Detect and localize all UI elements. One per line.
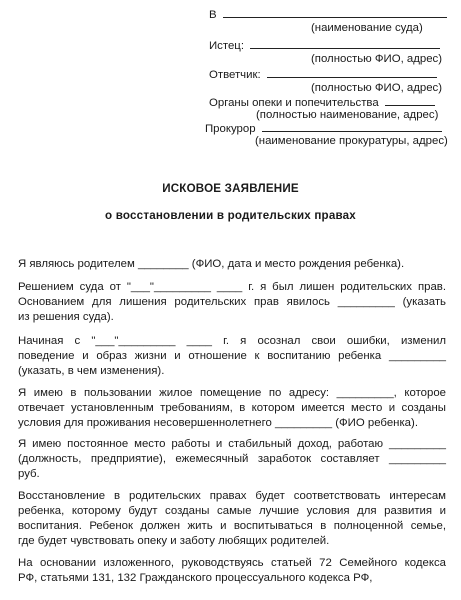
guardianship-label: Органы опеки и попечительства	[209, 97, 379, 109]
paragraph-line: (должность, предприятие), ежемесячный заработок составляет _________	[18, 453, 446, 465]
paragraph-line: Решением суда от "___"_________ ____ г. я был лишен родительских прав.	[18, 281, 446, 293]
paragraph-line: Восстановление в родительских правах будет соответствовать интересам	[18, 490, 446, 502]
guardianship-hint: (полностью наименование, адрес)	[256, 109, 439, 121]
defendant-blank	[267, 66, 437, 78]
paragraph-line: Я имею постоянное место работы и стабильный доход, работаю _________	[18, 438, 446, 450]
paragraph-3	[18, 334, 446, 379]
defendant-line	[209, 66, 437, 82]
guardianship-blank	[385, 94, 435, 106]
paragraph-4	[18, 386, 446, 431]
paragraph-line: Начиная с "___"_________ ____ г. я осознал свои ошибки, изменил	[18, 335, 446, 347]
prosecutor-label: Прокурор	[205, 123, 256, 135]
paragraph-line: Основанием для лишения родительских прав явилось _________ (указать	[18, 296, 446, 308]
paragraph-5	[18, 437, 446, 482]
plaintiff-blank	[250, 37, 440, 49]
paragraph-line: отвечает установленным требованиям, в котором имеется место и созданы	[18, 402, 446, 414]
paragraph-line: из решения суда).	[18, 311, 114, 323]
paragraph-line: На основании изложенного, руководствуясь статьей 72 Семейного кодекса	[18, 557, 446, 569]
court-hint: (наименование суда)	[311, 22, 423, 34]
court-line	[209, 6, 447, 22]
paragraph-line: поведение и образ жизни и отношение к воспитанию ребенка _________	[18, 350, 446, 362]
paragraph-1	[18, 257, 446, 272]
paragraph-line: воспитания. Ребенок должен жить и воспитываться в полноценной семье,	[18, 520, 446, 532]
paragraph-line: РФ, статьями 131, 132 Гражданского процессуального кодекса РФ,	[18, 572, 373, 584]
plaintiff-label: Истец:	[209, 40, 244, 52]
court-blank	[223, 6, 447, 18]
document-title: ИСКОВОЕ ЗАЯВЛЕНИЕ	[162, 182, 299, 195]
paragraph-line: руб.	[18, 468, 40, 480]
defendant-label: Ответчик:	[209, 69, 261, 81]
court-prefix: В	[209, 9, 217, 21]
defendant-hint: (полностью ФИО, адрес)	[311, 82, 443, 94]
paragraph-7	[18, 556, 446, 586]
prosecutor-blank	[262, 120, 442, 132]
paragraph-line: Я имею в пользовании жилое помещение по адресу: _________, которое	[18, 387, 446, 399]
paragraph-6	[18, 489, 446, 549]
plaintiff-hint: (полностью ФИО, адрес)	[311, 53, 443, 65]
paragraph-line: ребенка, которому будут созданы самые лучшие условия для развития и	[18, 505, 446, 517]
prosecutor-hint: (наименование прокуратуры, адрес)	[255, 135, 448, 147]
paragraph-line: Я являюсь родителем ________ (ФИО, дата и место рождения ребенка).	[18, 258, 405, 270]
paragraph-line: где будет чувствовать опеку и заботу любящих родителей.	[18, 535, 330, 547]
plaintiff-line	[209, 37, 440, 53]
paragraph-2	[18, 280, 446, 325]
document-subtitle: о восстановлении в родительских правах	[105, 209, 356, 222]
paragraph-line: условия для проживания несовершеннолетнего _________ (ФИО ребенка).	[18, 417, 418, 429]
paragraph-line: (указать, в чем изменения).	[18, 365, 165, 377]
